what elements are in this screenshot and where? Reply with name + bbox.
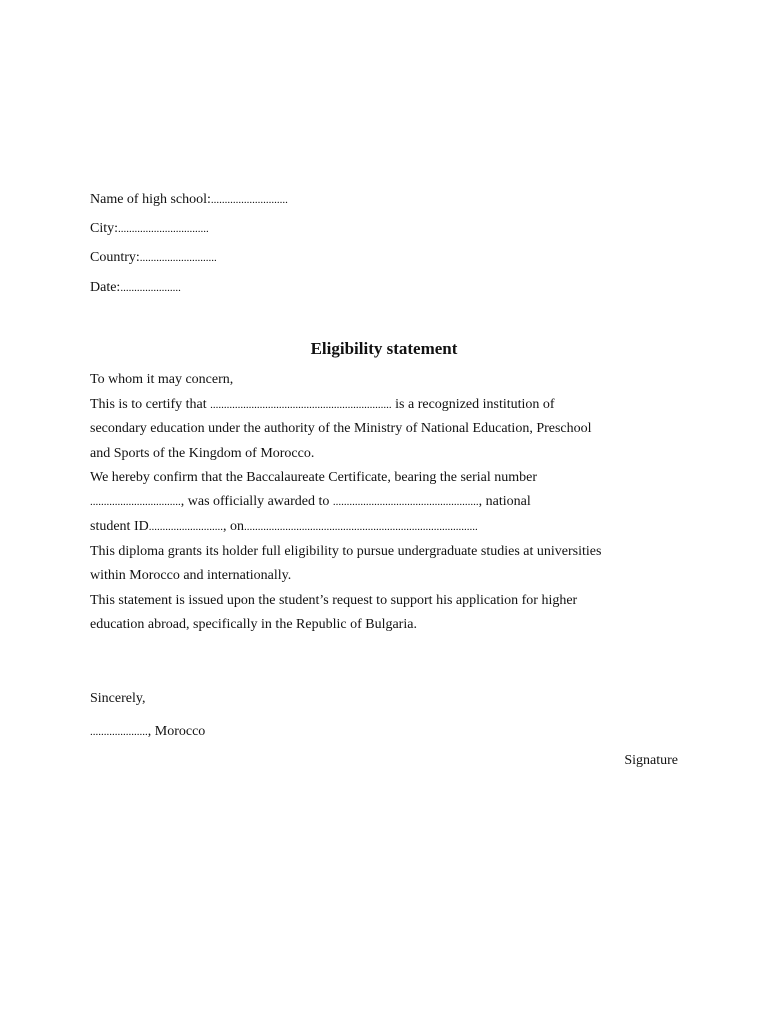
body-line-6	[90, 518, 478, 536]
body-line-5-middle: , was officially awarded to	[180, 494, 333, 509]
document-title: Eligibility statement	[310, 339, 458, 358]
place-suffix: , Morocco	[147, 724, 206, 739]
school-blank: ............................	[210, 194, 288, 206]
body-line-1	[90, 396, 555, 414]
country-blank: ............................	[139, 252, 217, 264]
award-date-blank: .....................................................................................	[243, 521, 478, 533]
body-line-6-middle: , on	[222, 519, 244, 534]
body-line-8: within Morocco and internationally.	[90, 568, 292, 583]
country-label: Country:	[90, 250, 140, 265]
school-label: Name of high school:	[90, 192, 211, 207]
body-line-5-end: , national	[478, 494, 531, 509]
body-line-1-end: is a recognized institution of	[391, 397, 555, 412]
place-blank: .....................	[90, 726, 148, 738]
body-line-3: and Sports of the Kingdom of Morocco.	[90, 446, 315, 461]
date-field	[90, 279, 181, 297]
closing-place	[90, 723, 205, 741]
body-line-7: This diploma grants its holder full eligibility to pursue undergraduate studies at universities	[90, 544, 602, 559]
serial-number-blank: .................................	[90, 496, 181, 508]
body-line-6-start: student ID	[90, 519, 149, 534]
city-blank: .................................	[118, 223, 209, 235]
body-line-9: This statement is issued upon the student’s request to support his application for higher	[90, 593, 578, 608]
body-line-4: We hereby confirm that the Baccalaureate Certificate, bearing the serial number	[90, 470, 538, 485]
body-line-10: education abroad, specifically in the Republic of Bulgaria.	[90, 617, 417, 632]
institution-blank: ..................................................................	[210, 399, 392, 411]
city-field	[90, 220, 209, 238]
closing-sincerely: Sincerely,	[90, 691, 146, 706]
signature-label: Signature	[624, 753, 678, 768]
body-line-2: secondary education under the authority of the Ministry of National Education, Preschool	[90, 421, 592, 436]
city-label: City:	[90, 221, 119, 236]
student-id-blank: ...........................	[148, 521, 223, 533]
school-field	[90, 191, 288, 209]
date-blank: ......................	[120, 282, 181, 294]
country-field	[90, 249, 217, 267]
student-name-blank: .....................................................	[332, 496, 479, 508]
body-line-5	[90, 493, 531, 511]
body-line-1-start: This is to certify that	[90, 397, 211, 412]
date-label: Date:	[90, 280, 121, 295]
salutation: To whom it may concern,	[90, 372, 234, 387]
